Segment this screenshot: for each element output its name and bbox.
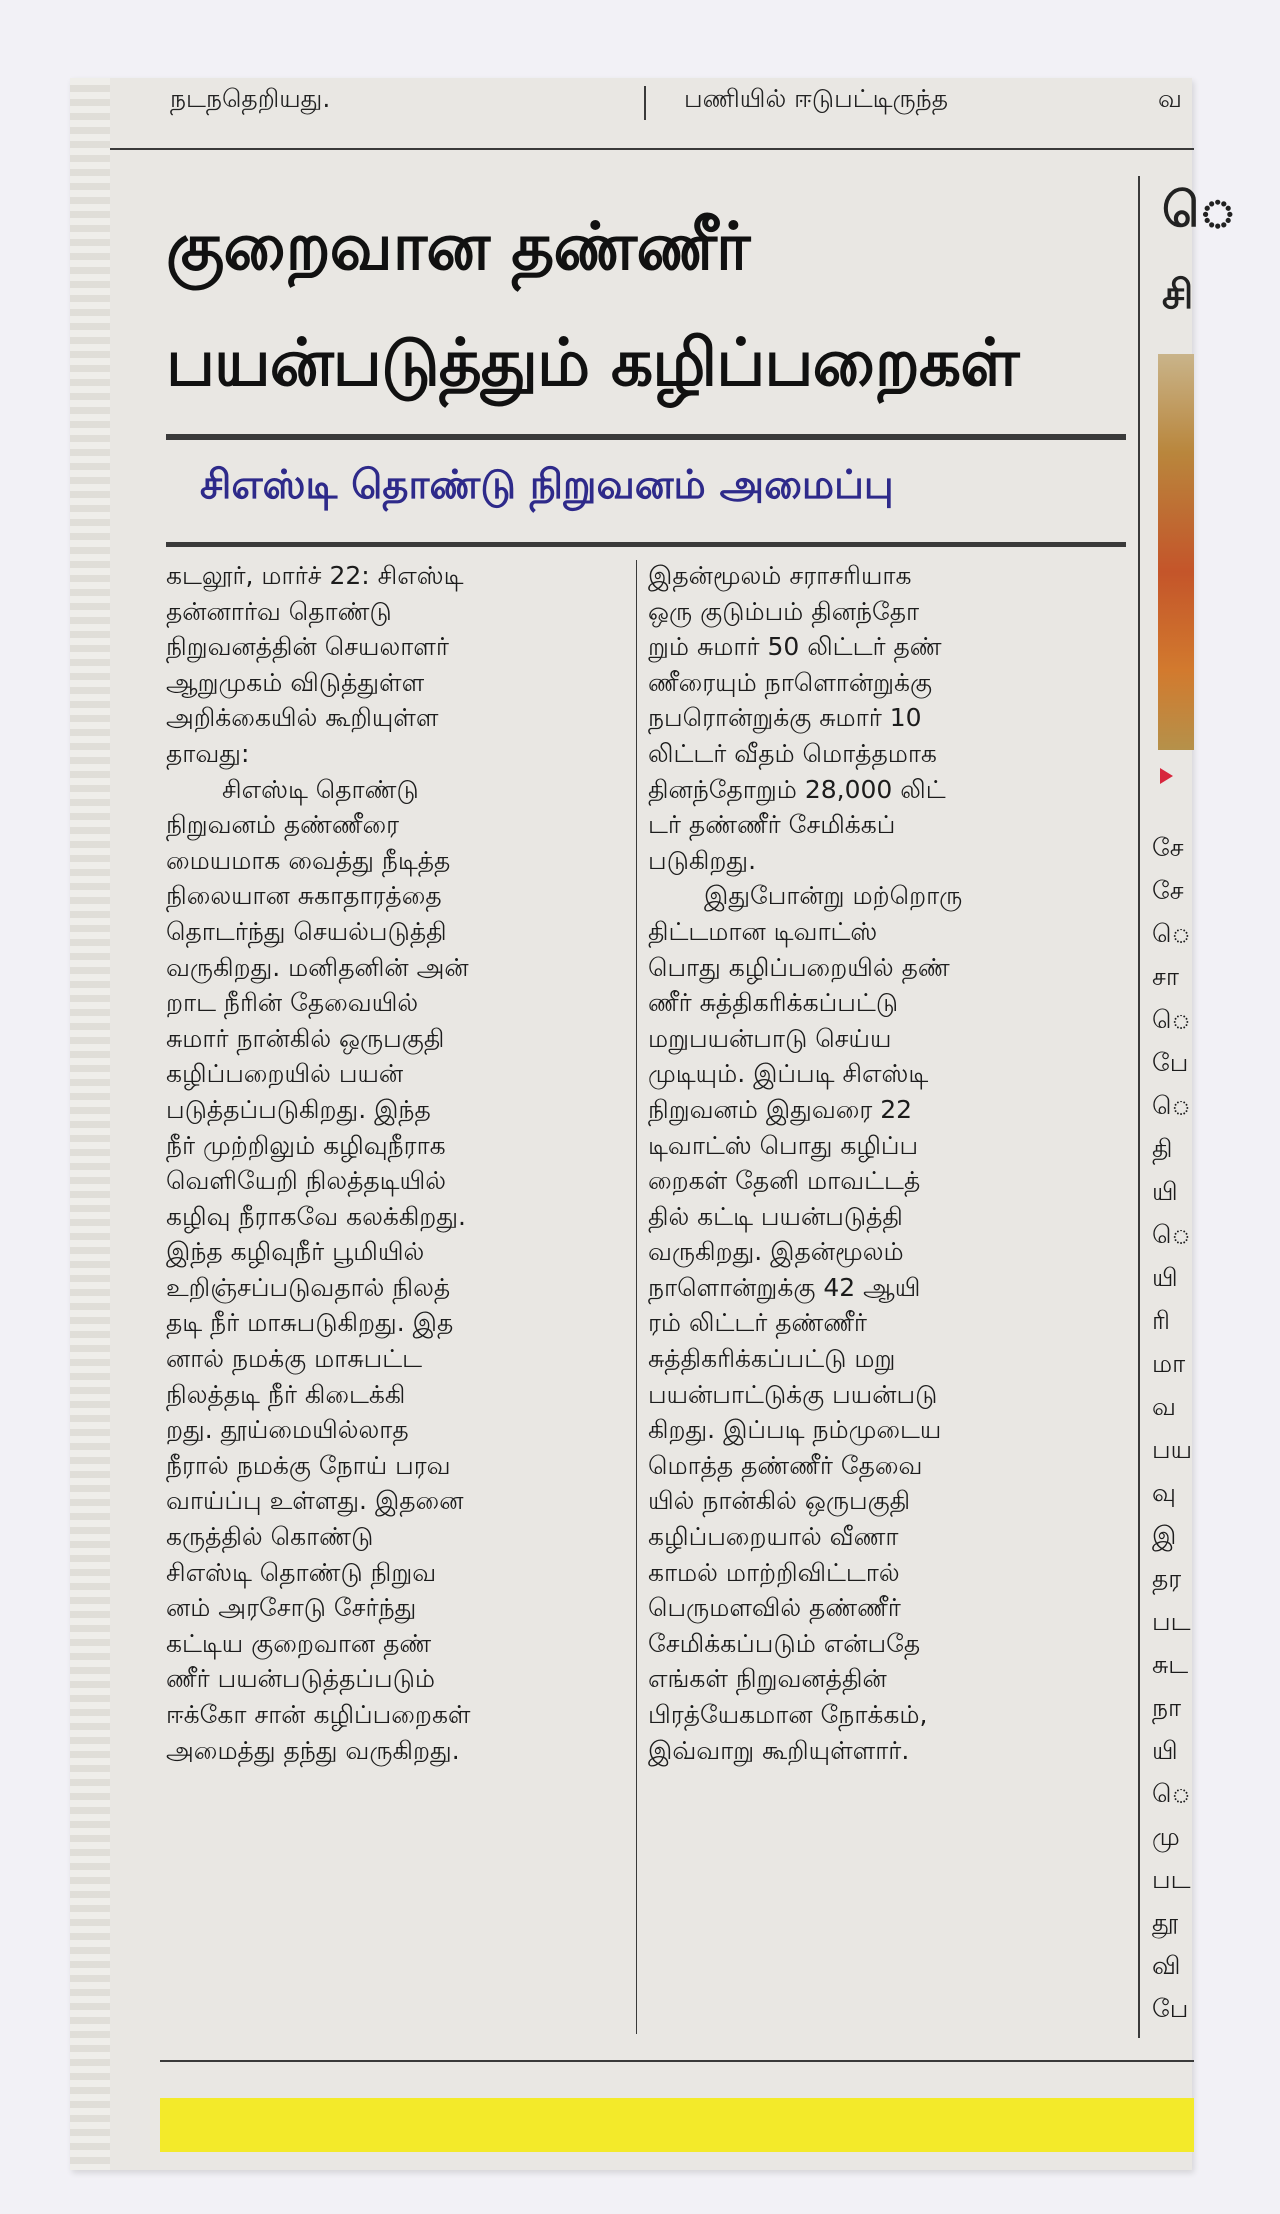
adjacent-article-line: நா <box>1152 1693 1182 1722</box>
article-line: சிஎஸ்டி தொண்டு நிறுவ <box>166 1557 437 1587</box>
adjacent-article-line: தி <box>1152 1134 1173 1163</box>
adjacent-article-line: பய <box>1152 1435 1193 1464</box>
adjacent-article-line: வி <box>1152 1951 1181 1980</box>
article-line: அறிக்கையில் கூறியுள்ள <box>166 703 439 733</box>
article-line: கிறது. இப்படி நம்முடைய <box>648 1415 942 1445</box>
article-line: சேமிக்கப்படும் என்பதே <box>648 1628 921 1658</box>
adjacent-article-line: ெ <box>1152 1779 1191 1808</box>
article-line: படுகிறது. <box>648 845 757 875</box>
article-line: நிலையான சுகாதாரத்தை <box>166 881 442 911</box>
article-line: நபரொன்றுக்கு சுமார் 10 <box>648 703 922 733</box>
article-line: சுமார் நான்கில் ஒருபகுதி <box>166 1023 445 1053</box>
adjacent-article-line: பட <box>1152 1607 1191 1636</box>
article-line: கருத்தில் கொண்டு <box>166 1522 374 1552</box>
article-line: சுத்திகரிக்கப்பட்டு மறு <box>648 1344 896 1374</box>
adjacent-article-line: மா <box>1152 1349 1186 1378</box>
article-line: நீரால் நமக்கு நோய் பரவ <box>166 1450 451 1480</box>
article-line: படுத்தப்படுகிறது. இந்த <box>166 1094 431 1124</box>
article-line: வருகிறது. இதன்மூலம் <box>648 1237 904 1267</box>
adjacent-article-line: சா <box>1152 962 1179 991</box>
adjacent-photo <box>1158 354 1194 750</box>
article-line: தடி நீர் மாசுபடுகிறது. இத <box>166 1308 454 1338</box>
article-line: திட்டமான டிவாட்ஸ் <box>648 916 878 946</box>
article-line: இதுபோன்று மற்றொரு <box>704 881 963 911</box>
article-line: தாவது: <box>166 738 250 768</box>
adjacent-article-line: ெ <box>1152 919 1191 948</box>
article-line: கழிவு நீராகவே கலக்கிறது. <box>166 1201 466 1231</box>
previous-article-fragment-middle: பணியில் ஈடுபட்டிருந்த <box>684 84 948 113</box>
previous-article-fragment-right: வ <box>1158 84 1182 113</box>
article-line: கடலூர், மார்ச் 22: சிஎஸ்டி <box>166 561 464 590</box>
headline-line-2: பயன்படுத்தும் கழிப்பறைகள் <box>166 324 1019 401</box>
adjacent-article-line: யி <box>1152 1263 1178 1292</box>
adjacent-article-line: சே <box>1152 833 1184 862</box>
previous-article-fragment-left: நடநதெறியது. <box>170 84 331 113</box>
article-column-2 <box>648 558 1116 1768</box>
article-line: நீர் முற்றிலும் கழிவுநீராக <box>166 1130 446 1160</box>
article-line: னம் அரசோடு சேர்ந்து <box>166 1593 417 1623</box>
play-arrow-icon <box>1160 768 1173 784</box>
article-line: எங்கள் நிறுவனத்தின் <box>648 1664 887 1694</box>
article-line: வெளியேறி நிலத்தடியில் <box>166 1166 446 1196</box>
article-line: பெருமளவில் தண்ணீர் <box>648 1593 901 1623</box>
adjacent-article-line: சுட <box>1152 1650 1189 1679</box>
headline-line-1: குறைவான தண்ணீர் <box>166 208 750 285</box>
adjacent-article-line: தூ <box>1152 1908 1179 1937</box>
adjacent-article-line: தர <box>1152 1564 1182 1593</box>
adjacent-article-line: பே <box>1152 1994 1189 2023</box>
top-divider <box>110 148 1194 150</box>
adjacent-article-line: யி <box>1152 1177 1178 1206</box>
article-line: வாய்ப்பு உள்ளது. இதனை <box>166 1486 464 1516</box>
article-line: பொது கழிப்பறையில் தண் <box>648 952 950 982</box>
article-line: காமல் மாற்றிவிட்டால் <box>648 1557 900 1587</box>
article-line: பிரத்யேகமான நோக்கம், <box>648 1700 928 1729</box>
article-line: நிறுவனத்தின் செயலாளர் <box>166 632 449 662</box>
article-line: நாளொன்றுக்கு 42 ஆயி <box>648 1272 921 1302</box>
article-line: மொத்த தண்ணீர் தேவை <box>648 1450 923 1480</box>
article-line: யில் நான்கில் ஒருபகுதி <box>648 1486 911 1516</box>
article-column-1 <box>166 558 628 1768</box>
article-line: பயன்பாட்டுக்கு பயன்படு <box>648 1379 938 1409</box>
article-line: தினந்தோறும் 28,000 லிட் <box>648 774 946 804</box>
article-line: முடியும். இப்படி சிஎஸ்டி <box>648 1059 929 1089</box>
article-line: ணீர் சுத்திகரிக்கப்பட்டு <box>648 988 899 1018</box>
article-line: ரம் லிட்டர் தண்ணீர் <box>648 1308 867 1338</box>
article-line: றும் சுமார் 50 லிட்டர் தண் <box>648 632 942 662</box>
article-line: அமைத்து தந்து வருகிறது. <box>166 1735 460 1765</box>
headline-rule <box>166 434 1126 440</box>
article-line: கழிப்பறையில் பயன் <box>166 1059 404 1089</box>
bottom-divider <box>160 2060 1194 2062</box>
adjacent-article-line: பட <box>1152 1865 1191 1894</box>
article-line: மையமாக வைத்து நீடித்த <box>166 845 451 875</box>
adjacent-article-line: ெ <box>1152 1005 1191 1034</box>
article-line: றாட நீரின் தேவையில் <box>166 988 419 1018</box>
article-line: சிஎஸ்டி தொண்டு <box>222 774 419 804</box>
article-line: இந்த கழிவுநீர் பூமியில் <box>166 1237 425 1267</box>
article-line: தன்னார்வ தொண்டு <box>166 596 392 626</box>
article-line: நிறுவனம் தண்ணீரை <box>166 810 400 840</box>
article-line: னால் நமக்கு மாசுபட்ட <box>166 1344 423 1374</box>
article-line: கழிப்பறையால் வீணா <box>648 1522 899 1552</box>
article-line: வருகிறது. மனிதனின் அன் <box>166 952 469 982</box>
article-line: ஈக்கோ சான் கழிப்பறைகள் <box>166 1700 471 1729</box>
article-line: ஒரு குடும்பம் தினந்தோ <box>648 596 920 626</box>
article-line: நிறுவனம் இதுவரை 22 <box>648 1094 913 1124</box>
adjacent-article-line: ெ <box>1152 1220 1191 1249</box>
adjacent-headline-fragment-1: ெ <box>1162 182 1236 238</box>
adjacent-headline-fragment-2: சி <box>1162 272 1194 318</box>
top-column-divider <box>644 86 646 120</box>
adjacent-article-line: ரி <box>1152 1306 1170 1335</box>
article-line: டிவாட்ஸ் பொது கழிப்ப <box>648 1130 919 1160</box>
article-line: டர் தண்ணீர் சேமிக்கப் <box>648 810 896 840</box>
article-line: லிட்டர் வீதம் மொத்தமாக <box>648 738 937 768</box>
torn-edge <box>70 78 110 2170</box>
adjacent-article-line: இ <box>1152 1521 1177 1550</box>
article-line: உறிஞ்சப்படுவதால் நிலத் <box>166 1272 451 1302</box>
article-line: தில் கட்டி பயன்படுத்தி <box>648 1201 903 1231</box>
article-line: ணீர் பயன்படுத்தப்படும் <box>166 1664 436 1694</box>
subheadline-rule <box>166 542 1126 547</box>
right-column-divider <box>1138 176 1140 2038</box>
adjacent-article-line: ெ <box>1152 1091 1191 1120</box>
article-line: றைகள் தேனி மாவட்டத் <box>648 1166 921 1196</box>
adjacent-article-line: யி <box>1152 1736 1178 1765</box>
article-line: தொடர்ந்து செயல்படுத்தி <box>166 916 447 946</box>
article-line: நிலத்தடி நீர் கிடைக்கி <box>166 1379 406 1409</box>
subheadline: சிஎஸ்டி தொண்டு நிறுவனம் அமைப்பு <box>200 462 894 508</box>
article-line: இதன்மூலம் சராசரியாக <box>648 561 912 590</box>
adjacent-article-line: பே <box>1152 1048 1189 1077</box>
article-column-divider <box>636 560 637 2034</box>
highlight-strip <box>160 2098 1194 2152</box>
adjacent-article-line: வ <box>1152 1392 1176 1421</box>
article-line: ணீரையும் நாளொன்றுக்கு <box>648 667 933 697</box>
adjacent-article-line: வு <box>1152 1478 1176 1507</box>
article-line: ஆறுமுகம் விடுத்துள்ள <box>166 667 425 697</box>
adjacent-article-line: சே <box>1152 876 1184 905</box>
adjacent-article-fragment <box>1152 826 1196 2030</box>
article-line: கட்டிய குறைவான தண் <box>166 1628 432 1658</box>
adjacent-article-line: மு <box>1152 1822 1180 1851</box>
article-line: றது. தூய்மையில்லாத <box>166 1415 409 1445</box>
article-line: இவ்வாறு கூறியுள்ளார். <box>648 1735 910 1765</box>
article-line: மறுபயன்பாடு செய்ய <box>648 1023 892 1053</box>
